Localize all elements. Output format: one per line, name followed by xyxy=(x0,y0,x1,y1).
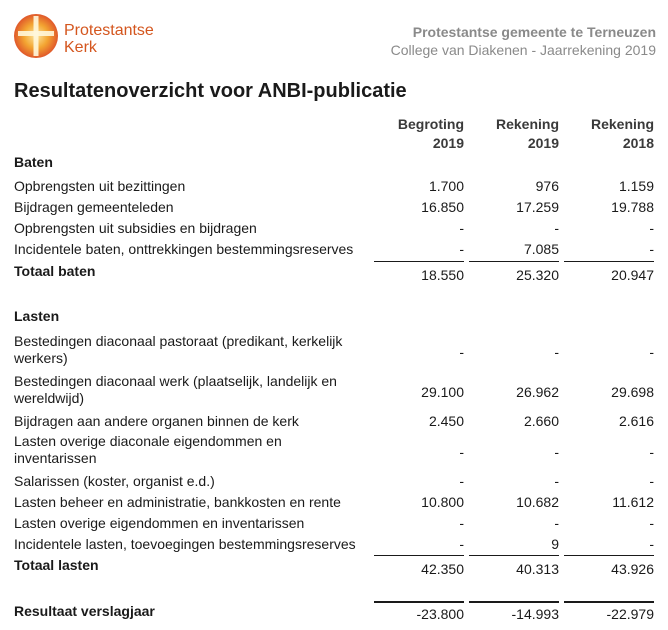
cell-begroting-2019: 2.450 xyxy=(428,413,464,429)
logo-text-line1: Protestantse xyxy=(64,22,154,39)
row-label: Opbrengsten uit subsidies en bijdragen xyxy=(14,220,257,236)
row-label: Resultaat verslagjaar xyxy=(14,603,155,619)
document-header xyxy=(391,23,656,59)
column-header-begroting-2019: Begroting 2019 xyxy=(397,116,464,151)
logo-text-line2: Kerk xyxy=(64,39,97,56)
row-label: Bijdragen gemeenteleden xyxy=(14,199,174,215)
cell-begroting-2019: - xyxy=(459,344,464,360)
cell-rekening-2018: 19.788 xyxy=(611,199,654,215)
cell-rekening-2018: -22.979 xyxy=(606,606,654,622)
cell-rekening-2018: 43.926 xyxy=(611,561,654,577)
result-rule xyxy=(469,601,559,603)
cell-rekening-2018: 11.612 xyxy=(612,494,654,510)
cell-begroting-2019: - xyxy=(459,473,464,489)
cell-begroting-2019: - xyxy=(459,241,464,257)
cell-rekening-2019: - xyxy=(554,220,559,236)
subtotal-rule xyxy=(564,555,654,556)
cell-rekening-2018: - xyxy=(649,241,654,257)
cell-begroting-2019: 42.350 xyxy=(421,561,464,577)
cell-rekening-2019: 26.962 xyxy=(516,384,559,400)
cell-begroting-2019: 10.800 xyxy=(421,494,464,510)
organization-name: Protestantse gemeente te Terneuzen xyxy=(412,24,656,40)
cell-rekening-2018: - xyxy=(649,473,654,489)
logo-text xyxy=(64,22,154,56)
subtotal-rule xyxy=(374,261,464,262)
row-label: Totaal lasten xyxy=(14,557,99,573)
row-label: Incidentele lasten, toevoegingen bestemmingsreserves xyxy=(14,536,356,552)
cell-rekening-2018: 1.159 xyxy=(618,178,654,194)
row-label: Incidentele baten, onttrekkingen bestemmingsreserves xyxy=(14,241,354,257)
cell-rekening-2018: 20.947 xyxy=(611,267,654,283)
page-title: Resultatenoverzicht voor ANBI-publicatie xyxy=(14,80,407,102)
subtotal-rule xyxy=(469,261,559,262)
subtotal-rule xyxy=(469,555,559,556)
row-label: Bestedingen diaconaal pastoraat (predikant, kerkelijk werkers) xyxy=(14,333,343,366)
row-label: Opbrengsten uit bezittingen xyxy=(14,178,186,194)
cell-rekening-2019: 976 xyxy=(535,178,559,194)
cell-rekening-2019: -14.993 xyxy=(511,606,559,622)
cell-rekening-2018: - xyxy=(649,444,654,460)
cell-rekening-2018: - xyxy=(649,536,654,552)
cell-rekening-2019: - xyxy=(554,515,559,531)
document-subtitle: College van Diakenen - Jaarrekening 2019 xyxy=(390,42,656,58)
protestantse-kerk-logo xyxy=(12,12,60,60)
cell-rekening-2019: - xyxy=(554,473,559,489)
cell-begroting-2019: - xyxy=(459,220,464,236)
cell-rekening-2019: 17.259 xyxy=(516,199,559,215)
column-header-rekening-2018: Rekening 2018 xyxy=(590,116,654,151)
cell-begroting-2019: 18.550 xyxy=(421,267,464,283)
cell-begroting-2019: - xyxy=(459,444,464,460)
row-label: Salarissen (koster, organist e.d.) xyxy=(14,473,215,489)
cell-rekening-2019: 10.682 xyxy=(516,494,559,510)
row-label: Totaal baten xyxy=(14,263,96,279)
subtotal-rule xyxy=(374,555,464,556)
cell-begroting-2019: 1.700 xyxy=(428,178,464,194)
cell-begroting-2019: - xyxy=(459,536,464,552)
cell-rekening-2019: 2.660 xyxy=(523,413,559,429)
cell-rekening-2019: 40.313 xyxy=(516,561,559,577)
cell-rekening-2019: 9 xyxy=(551,536,559,552)
subtotal-rule xyxy=(564,261,654,262)
cell-begroting-2019: -23.800 xyxy=(416,606,464,622)
cell-begroting-2019: 29.100 xyxy=(421,384,464,400)
cell-begroting-2019: - xyxy=(459,515,464,531)
cell-rekening-2019: - xyxy=(554,444,559,460)
row-label: Lasten overige diaconale eigendommen en inventarissen xyxy=(14,433,282,466)
row-label: Bestedingen diaconaal werk (plaatselijk, landelijk en wereldwijd) xyxy=(14,373,337,406)
column-header-rekening-2019: Rekening 2019 xyxy=(495,116,559,151)
cell-rekening-2019: 7.085 xyxy=(523,241,559,257)
row-label: Lasten overige eigendommen en inventarissen xyxy=(14,515,305,531)
cell-rekening-2018: 2.616 xyxy=(618,413,654,429)
result-rule xyxy=(564,601,654,603)
cell-rekening-2019: 25.320 xyxy=(516,267,559,283)
cell-rekening-2019: - xyxy=(554,344,559,360)
cell-rekening-2018: - xyxy=(649,220,654,236)
cell-rekening-2018: 29.698 xyxy=(611,384,654,400)
cell-rekening-2018: - xyxy=(649,344,654,360)
row-label: Bijdragen aan andere organen binnen de kerk xyxy=(14,413,299,429)
row-label: Lasten beheer en administratie, bankkosten en rente xyxy=(14,494,341,510)
cell-rekening-2018: - xyxy=(649,515,654,531)
result-rule xyxy=(374,601,464,603)
cell-begroting-2019: 16.850 xyxy=(421,199,464,215)
